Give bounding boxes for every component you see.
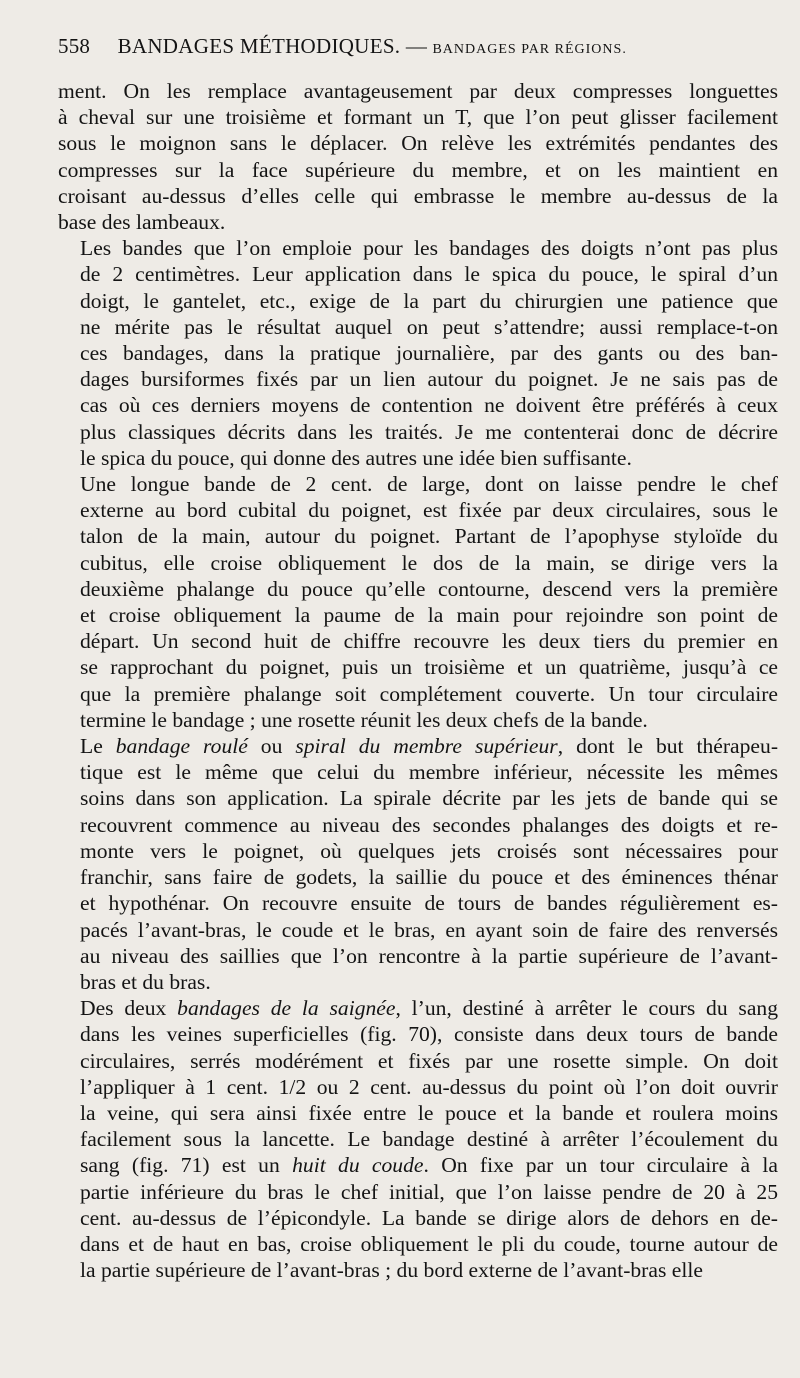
text-run: départ. Un second huit de chiffre recouvre les deux tiers du premier en — [80, 629, 778, 654]
text-line — [58, 1231, 778, 1257]
text-line — [58, 838, 778, 864]
text-run: se rapprochant du poignet, puis un troisième et un quatrième, jusqu’à ce — [80, 655, 778, 680]
text-line — [58, 864, 778, 890]
text-run: Une longue bande de 2 cent. de large, dont on laisse pendre le chef — [80, 472, 778, 497]
text-run: circulaires, serrés modérément et fixés par une rosette simple. On doit — [80, 1048, 778, 1073]
text-run: facilement sous la lancette. Le bandage destiné à arrêter l’écoulement du — [80, 1127, 778, 1152]
text-run: base des lambeaux. — [58, 210, 226, 235]
italic-term: spiral du membre supérieur — [295, 734, 558, 759]
text-run: et hypothénar. On recouvre ensuite de tours de bandes régulièrement es- — [80, 891, 778, 916]
text-line — [58, 366, 778, 392]
text-run: . On fixe par un tour circulaire à la — [423, 1153, 778, 1178]
text-line — [58, 1021, 778, 1047]
text-line — [58, 235, 778, 261]
text-run: compresses sur la face supérieure du membre, et on les maintient en — [58, 157, 778, 182]
text-line — [58, 471, 778, 497]
text-run: l’appliquer à 1 cent. 1/2 ou 2 cent. au-dessus du point où l’on doit ouvrir — [80, 1074, 778, 1099]
text-line — [58, 1048, 778, 1074]
text-line — [58, 707, 778, 733]
running-head — [58, 34, 778, 78]
text-run: Des deux — [80, 996, 178, 1021]
text-line — [58, 104, 778, 130]
text-line — [58, 995, 778, 1021]
text-run: ment. On les remplace avantageusement par deux compresses longuettes — [58, 79, 778, 103]
text-run: tique est le même que celui du membre inférieur, nécessite les mêmes — [80, 760, 778, 785]
text-line — [58, 812, 778, 838]
text-run: externe au bord cubital du poignet, est fixée par deux circulaires, sous le — [80, 498, 778, 523]
text-run: sang (fig. 71) est un — [80, 1153, 293, 1178]
text-run: soins dans son application. La spirale décrite par les jets de bande qui se — [80, 786, 778, 811]
text-run: talon de la main, autour du poignet. Partant de l’apophyse styloïde du — [80, 524, 778, 549]
text-run: Les bandes que l’on emploie pour les bandages des doigts n’ont pas plus — [80, 236, 778, 261]
text-run: et croise obliquement la paume de la main pour rejoindre son point de — [80, 603, 778, 628]
text-run: cent. au-dessus de l’épicondyle. La bande se dirige alors de dehors en de- — [80, 1205, 778, 1230]
text-line — [58, 917, 778, 943]
text-run: monte vers le poignet, où quelques jets croisés sont nécessaires pour — [80, 838, 778, 863]
text-line — [58, 392, 778, 418]
text-line — [58, 654, 778, 680]
text-line — [58, 969, 778, 995]
text-run: croisant au-dessus d’elles celle qui embrasse le membre au-dessus de la — [58, 183, 778, 208]
text-line — [58, 943, 778, 969]
text-line — [58, 314, 778, 340]
running-subtitle: BANDAGES PAR RÉGIONS. — [432, 42, 627, 57]
text-run: franchir, sans faire de godets, la saillie du pouce et des éminences thénar — [80, 865, 778, 890]
text-line — [58, 1126, 778, 1152]
text-line — [58, 497, 778, 523]
text-run: à cheval sur une troisième et formant un T, que l’on peut glisser facilement — [58, 105, 778, 130]
title-separator: — — [405, 34, 428, 58]
text-run: dages bursiformes fixés par un lien autour du poignet. Je ne sais pas de — [80, 367, 778, 392]
text-line — [58, 78, 778, 104]
page-number: 558 — [58, 34, 91, 58]
text-line — [58, 209, 778, 235]
text-run: la veine, qui sera ainsi fixée entre le pouce et la bande et roulera moins — [80, 1100, 778, 1125]
text-line — [58, 1257, 778, 1283]
text-run: le spica du pouce, qui donne des autres une idée bien suffisante. — [80, 445, 632, 470]
text-run: que la première phalange soit complétement couverte. Un tour circulaire — [80, 681, 778, 706]
text-run: pacés l’avant-bras, le coude et le bras, en ayant soin de faire des renversés — [80, 917, 778, 942]
text-run: cas où ces derniers moyens de contention ne doivent être préférés à ceux — [80, 393, 778, 418]
text-line — [58, 1074, 778, 1100]
text-line — [58, 261, 778, 287]
text-run: ne mérite pas le résultat auquel on peut s’attendre; aussi remplace-t-on — [80, 314, 778, 339]
text-run: dans les veines superficielles (fig. 70), consiste dans deux tours de bande — [80, 1022, 778, 1047]
text-run: termine le bandage ; une rosette réunit les deux chefs de la bande. — [80, 707, 648, 732]
text-line — [58, 628, 778, 654]
text-line — [58, 1152, 778, 1178]
text-run: dans et de haut en bas, croise obliquement le pli du coude, tourne autour de — [80, 1231, 778, 1256]
text-line — [58, 340, 778, 366]
text-run: ces bandages, dans la pratique journalière, par des gants ou des ban- — [80, 341, 778, 366]
text-line — [58, 1100, 778, 1126]
text-run: bras et du bras. — [80, 969, 211, 994]
text-run: , l’un, destiné à arrêter le cours du sang — [395, 996, 779, 1021]
text-run: cubitus, elle croise obliquement le dos de la main, se dirige vers la — [80, 550, 778, 575]
text-line — [58, 445, 778, 471]
text-line — [58, 1179, 778, 1205]
text-line — [58, 785, 778, 811]
text-line — [58, 157, 778, 183]
text-line — [58, 890, 778, 916]
text-line — [58, 1205, 778, 1231]
running-title: BANDAGES MÉTHODIQUES. — [117, 34, 401, 58]
text-line — [58, 130, 778, 156]
text-line — [58, 183, 778, 209]
paragraph — [58, 235, 778, 471]
text-run: deuxième phalange du pouce qu’elle contourne, descend vers la première — [80, 576, 778, 601]
text-run: doigt, le gantelet, etc., exige de la part du chirurgien une patience que — [80, 288, 778, 313]
text-run: Le — [80, 734, 116, 759]
text-line — [58, 288, 778, 314]
italic-term: bandages de la saignée — [177, 996, 396, 1021]
text-line — [58, 733, 778, 759]
text-line — [58, 523, 778, 549]
italic-term: bandage roulé — [115, 734, 248, 759]
text-line — [58, 681, 778, 707]
paragraph — [58, 995, 778, 1283]
text-line — [58, 759, 778, 785]
paragraph — [58, 78, 778, 235]
text-run: sous le moignon sans le déplacer. On relève les extrémités pendantes des — [58, 131, 778, 156]
text-run: plus classiques décrits dans les traités. Je me contenterai donc de décrire — [80, 419, 778, 444]
text-run: la partie supérieure de l’avant-bras ; du bord externe de l’avant-bras elle — [80, 1258, 703, 1283]
text-run: ou — [247, 734, 296, 759]
text-line — [58, 602, 778, 628]
paragraph — [58, 471, 778, 733]
italic-term: huit du coude — [292, 1153, 424, 1178]
text-run: recouvrent commence au niveau des secondes phalanges des doigts et re- — [80, 812, 778, 837]
text-run: , dont le but thérapeu- — [557, 734, 779, 759]
paragraph — [58, 733, 778, 995]
text-run: au niveau des saillies que l’on rencontre à la partie supérieure de l’avant- — [80, 943, 778, 968]
text-run: de 2 centimètres. Leur application dans le spica du pouce, le spiral d’un — [80, 262, 778, 287]
text-line — [58, 550, 778, 576]
text-line — [58, 576, 778, 602]
text-line — [58, 419, 778, 445]
body-text — [58, 78, 778, 1283]
text-run: partie inférieure du bras le chef initial, que l’on laisse pendre de 20 à 25 — [80, 1179, 778, 1204]
